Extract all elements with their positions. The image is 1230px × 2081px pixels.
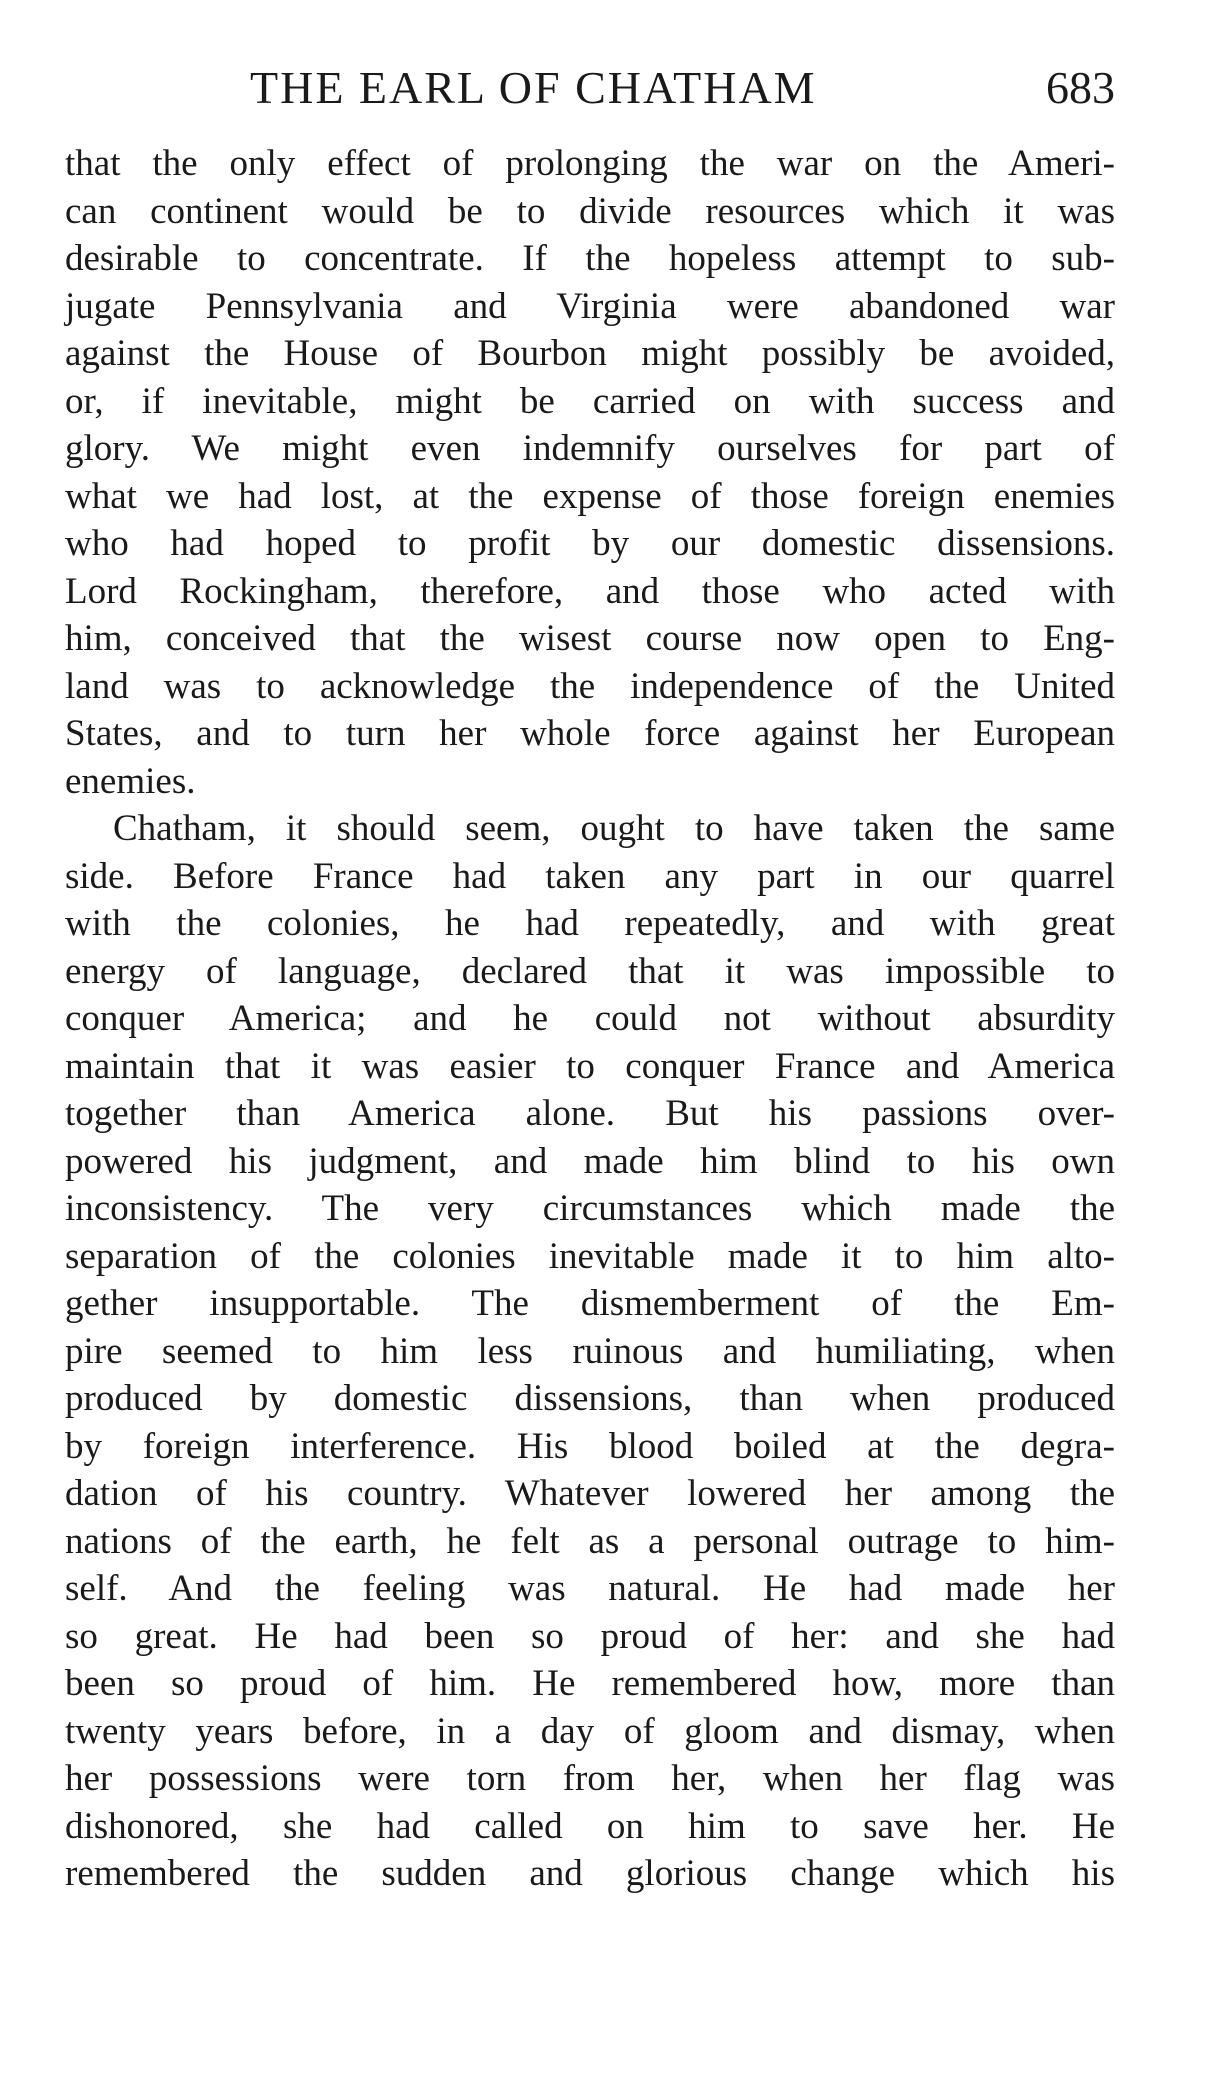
text-line: glory. We might even indemnify ourselves for part of	[65, 428, 1115, 469]
running-title: THE EARL OF CHATHAM	[250, 62, 817, 113]
text-line: remembered the sudden and glorious change which his	[65, 1853, 1115, 1894]
text-line: maintain that it was easier to conquer France and America	[65, 1045, 1115, 1087]
text-line: produced by domestic dissensions, than when produced	[65, 1378, 1115, 1419]
text-line: States, and to turn her whole force against her European	[65, 713, 1115, 754]
text-line: inconsistency. The very circumstances which made the	[65, 1188, 1115, 1229]
text-line: nations of the earth, he felt as a personal outrage to him-	[65, 1520, 1115, 1562]
text-line: separation of the colonies inevitable made it to him alto-	[65, 1235, 1115, 1277]
text-line: that the only effect of prolonging the war on the Ameri-	[65, 143, 1115, 184]
text-line: so great. He had been so proud of her: and she had	[65, 1615, 1115, 1657]
text-line: Lord Rockingham, therefore, and those who acted with	[65, 570, 1115, 612]
page-number: 683	[1046, 62, 1115, 113]
text-line: jugate Pennsylvania and Virginia were abandoned war	[65, 285, 1115, 327]
text-line: land was to acknowledge the independence of the United	[65, 665, 1115, 707]
text-line: by foreign interference. His blood boiled at the degra-	[65, 1425, 1115, 1467]
text-line: or, if inevitable, might be carried on with success and	[65, 380, 1115, 422]
text-line: been so proud of him. He remembered how, more than	[65, 1663, 1115, 1704]
text-line: dishonored, she had called on him to save her. He	[65, 1805, 1115, 1847]
text-line: who had hoped to profit by our domestic dissensions.	[65, 523, 1115, 564]
text-line: twenty years before, in a day of gloom and dismay, when	[65, 1710, 1115, 1752]
text-line: energy of language, declared that it was impossible to	[65, 950, 1115, 992]
text-line: him, conceived that the wisest course now open to Eng-	[65, 618, 1115, 659]
body-text	[65, 140, 1115, 1898]
text-line: powered his judgment, and made him blind to his own	[65, 1140, 1115, 1182]
text-line: can continent would be to divide resources which it was	[65, 190, 1115, 232]
text-line: with the colonies, he had repeatedly, and with great	[65, 903, 1115, 944]
paragraph-end-line: enemies.	[65, 760, 196, 802]
text-line: together than America alone. But his passions over-	[65, 1093, 1115, 1134]
page-header	[65, 58, 1115, 118]
paragraph-start-line: Chatham, it should seem, ought to have taken the same	[113, 808, 1115, 849]
text-line: conquer America; and he could not without absurdity	[65, 998, 1115, 1039]
text-line: her possessions were torn from her, when her flag was	[65, 1758, 1115, 1799]
text-line: gether insupportable. The dismemberment of the Em-	[65, 1283, 1115, 1324]
text-line: side. Before France had taken any part in our quarrel	[65, 855, 1115, 897]
text-line: desirable to concentrate. If the hopeless attempt to sub-	[65, 238, 1115, 279]
text-line: self. And the feeling was natural. He had made her	[65, 1568, 1115, 1609]
text-line: what we had lost, at the expense of those foreign enemies	[65, 475, 1115, 517]
text-line: pire seemed to him less ruinous and humiliating, when	[65, 1330, 1115, 1372]
text-line: dation of his country. Whatever lowered her among the	[65, 1473, 1115, 1514]
text-line: against the House of Bourbon might possibly be avoided,	[65, 333, 1115, 374]
